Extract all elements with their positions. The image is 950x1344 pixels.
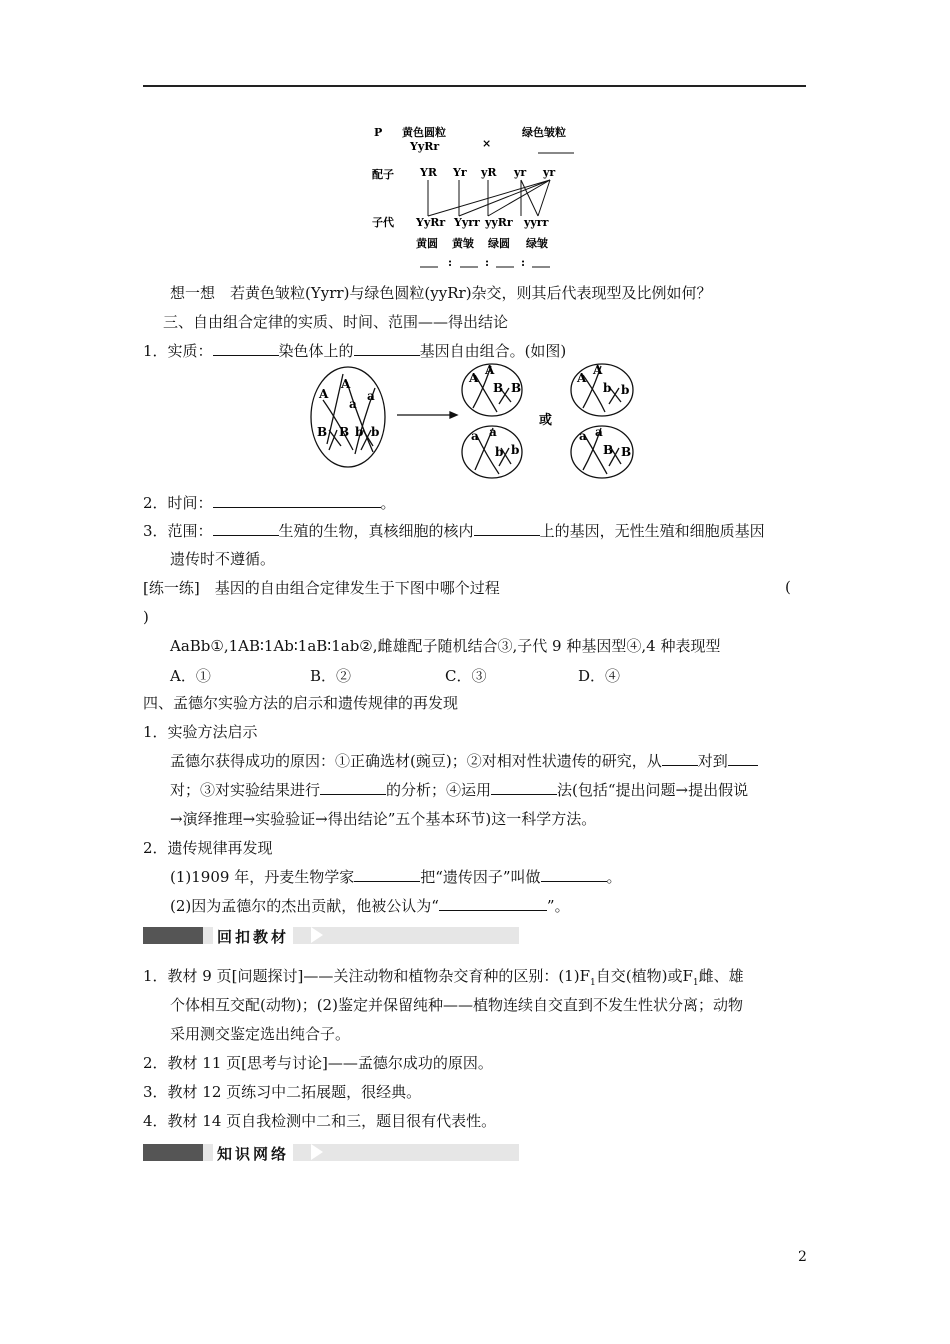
time-line: 2．时间： 。	[143, 494, 396, 512]
svg-text:B: B	[603, 443, 614, 457]
blank-essence-1	[213, 341, 279, 356]
svg-text:B: B	[317, 425, 328, 439]
practice-question: [练一练] 基因的自由组合定律发生于下图中哪个过程	[143, 579, 500, 597]
dihybrid-cross-diagram	[360, 118, 600, 278]
svg-text:B: B	[511, 381, 522, 395]
blank-scope-2	[474, 521, 540, 536]
svg-text:B: B	[493, 381, 504, 395]
method-line-2: 对；③对实验结果进行 的分析；④运用 法(包括“提出问题→提出假说	[170, 781, 749, 799]
gamete-5: yr	[543, 166, 556, 179]
p-label: P	[374, 126, 383, 139]
parent1-name: 黄色圆粒	[402, 126, 446, 139]
rediscovery-title: 2．遗传规律再发现	[143, 839, 273, 857]
blank-redis-1	[354, 867, 420, 882]
svg-text:a: a	[349, 397, 357, 411]
svg-text:b: b	[511, 443, 520, 457]
offspring-1: YyRr	[416, 216, 446, 229]
rediscovery-line-1: (1)1909 年，丹麦生物学家 把“遗传因子”叫做 。	[170, 868, 622, 886]
method-line-1: 孟德尔获得成功的原因：①正确选材(豌豆)；②对相对性状遗传的研究，从 对到	[170, 751, 758, 771]
back-item-1-line-2: 个体相互交配(动物)；(2)鉴定并保留纯种——植物连续自交直到不发生性状分离；动物	[170, 996, 743, 1014]
or-label: 或	[539, 413, 553, 428]
section4-title: 四、孟德尔实验方法的启示和遗传规律的再发现	[143, 694, 459, 712]
think-question: 想一想 若黄色皱粒(Yyrr)与绿色圆粒(yyRr)杂交，则其后代表现型及比例如何？	[170, 284, 712, 302]
svg-text:b: b	[495, 445, 504, 459]
svg-text:A: A	[319, 387, 329, 401]
parent1-genotype: YyRr	[410, 140, 440, 153]
offspring-2: Yyrr	[454, 216, 480, 229]
phenotype-2: 黄皱	[452, 237, 474, 250]
back-item-2: 2．教材 11 页[思考与讨论]——孟德尔成功的原因。	[143, 1054, 493, 1072]
blank-scope-1	[213, 521, 279, 536]
back-item-4: 4．教材 14 页自我检测中二和三，题目很有代表性。	[143, 1112, 497, 1130]
gamete-connection-lines	[428, 180, 550, 216]
chromosome-segregation-diagram	[305, 360, 645, 480]
option-c[interactable]: C．③	[445, 667, 487, 685]
svg-text:A: A	[577, 371, 587, 385]
parent2-name: 绿色皱粒	[522, 126, 566, 139]
practice-process: AaBb①,1AB∶1Ab∶1aB∶1ab②,雌雄配子随机结合③,子代 9 种基因型④,4 种表现型	[170, 637, 721, 655]
svg-text:b: b	[371, 425, 380, 439]
rediscovery-line-2: (2)因为孟德尔的杰出贡献，他被公认为“ ”。	[170, 897, 570, 915]
blank-method-3	[320, 780, 386, 795]
svg-text:a: a	[489, 425, 497, 439]
offspring-4: yyrr	[524, 216, 549, 229]
blank-redis-2	[541, 867, 607, 882]
back-item-3: 3．教材 12 页练习中二拓展题，很经典。	[143, 1083, 422, 1101]
svg-text:B: B	[621, 445, 632, 459]
section-label: 知识网络	[213, 1143, 293, 1164]
option-a[interactable]: A．①	[170, 667, 211, 685]
option-d[interactable]: D．④	[578, 667, 621, 685]
back-item-1-line-3: 采用测交鉴定选出纯合子。	[170, 1025, 351, 1043]
answer-paren-close: )	[143, 608, 149, 626]
answer-paren-open: (	[785, 578, 791, 596]
scope-line-2: 遗传时不遵循。	[170, 550, 276, 568]
blank-essence-2	[354, 341, 420, 356]
blank-method-1	[662, 751, 698, 766]
svg-text:b: b	[603, 381, 612, 395]
phenotype-1: 黄圆	[416, 237, 438, 250]
blank-method-4	[491, 780, 557, 795]
essence-line: 1．实质： 染色体上的 基因自由组合。(如图)	[143, 342, 567, 360]
scope-line: 3．范围： 生殖的生物，真核细胞的核内 上的基因，无性生殖和细胞质基因	[143, 522, 765, 540]
offspring-3: yyRr	[485, 216, 513, 229]
gamete-label: 配子	[372, 168, 394, 181]
ratio-sep-3: :	[521, 256, 526, 269]
svg-text:a: a	[579, 429, 587, 443]
svg-text:A: A	[485, 363, 495, 377]
back-item-1-line-1: 1．教材 9 页[问题探讨]——关注动物和植物杂交育种的区别：$(1)F_1$自交(植物)或$F_1$雌、雄	[143, 967, 744, 988]
section3-title: 三、自由组合定律的实质、时间、范围——得出结论	[163, 313, 509, 331]
gamete-4: yr	[514, 166, 527, 179]
svg-text:B: B	[339, 425, 350, 439]
blank-time	[213, 493, 381, 508]
phenotype-4: 绿皱	[526, 237, 548, 250]
gamete-2: Yr	[453, 166, 467, 179]
method-title: 1．实验方法启示	[143, 723, 258, 741]
gamete-1: YR	[420, 166, 437, 179]
svg-text:b: b	[621, 383, 630, 397]
ratio-sep-1: :	[448, 256, 453, 269]
gamete-3: yR	[481, 166, 497, 179]
option-b[interactable]: B．②	[310, 667, 352, 685]
svg-text:A: A	[469, 371, 479, 385]
svg-text:a: a	[367, 389, 375, 403]
section-label: 回扣教材	[213, 926, 293, 947]
phenotype-3: 绿圆	[488, 237, 510, 250]
method-line-3: →演绎推理→实验验证→得出结论”五个基本环节)这一科学方法。	[170, 810, 597, 828]
offspring-label: 子代	[372, 216, 394, 229]
svg-text:a: a	[595, 425, 603, 439]
blank-redis-3	[439, 896, 547, 911]
svg-text:A: A	[593, 363, 603, 377]
svg-text:b: b	[355, 425, 364, 439]
svg-text:a: a	[471, 429, 479, 443]
blank-method-2	[728, 751, 758, 766]
page-number: 2	[798, 1249, 807, 1265]
cross-symbol: ×	[482, 137, 492, 150]
section-bar-knowledge-network	[143, 1144, 519, 1161]
svg-text:A: A	[341, 377, 351, 391]
section-bar-back-to-textbook	[143, 927, 519, 944]
header-rule	[143, 85, 806, 87]
ratio-sep-2: :	[485, 256, 490, 269]
